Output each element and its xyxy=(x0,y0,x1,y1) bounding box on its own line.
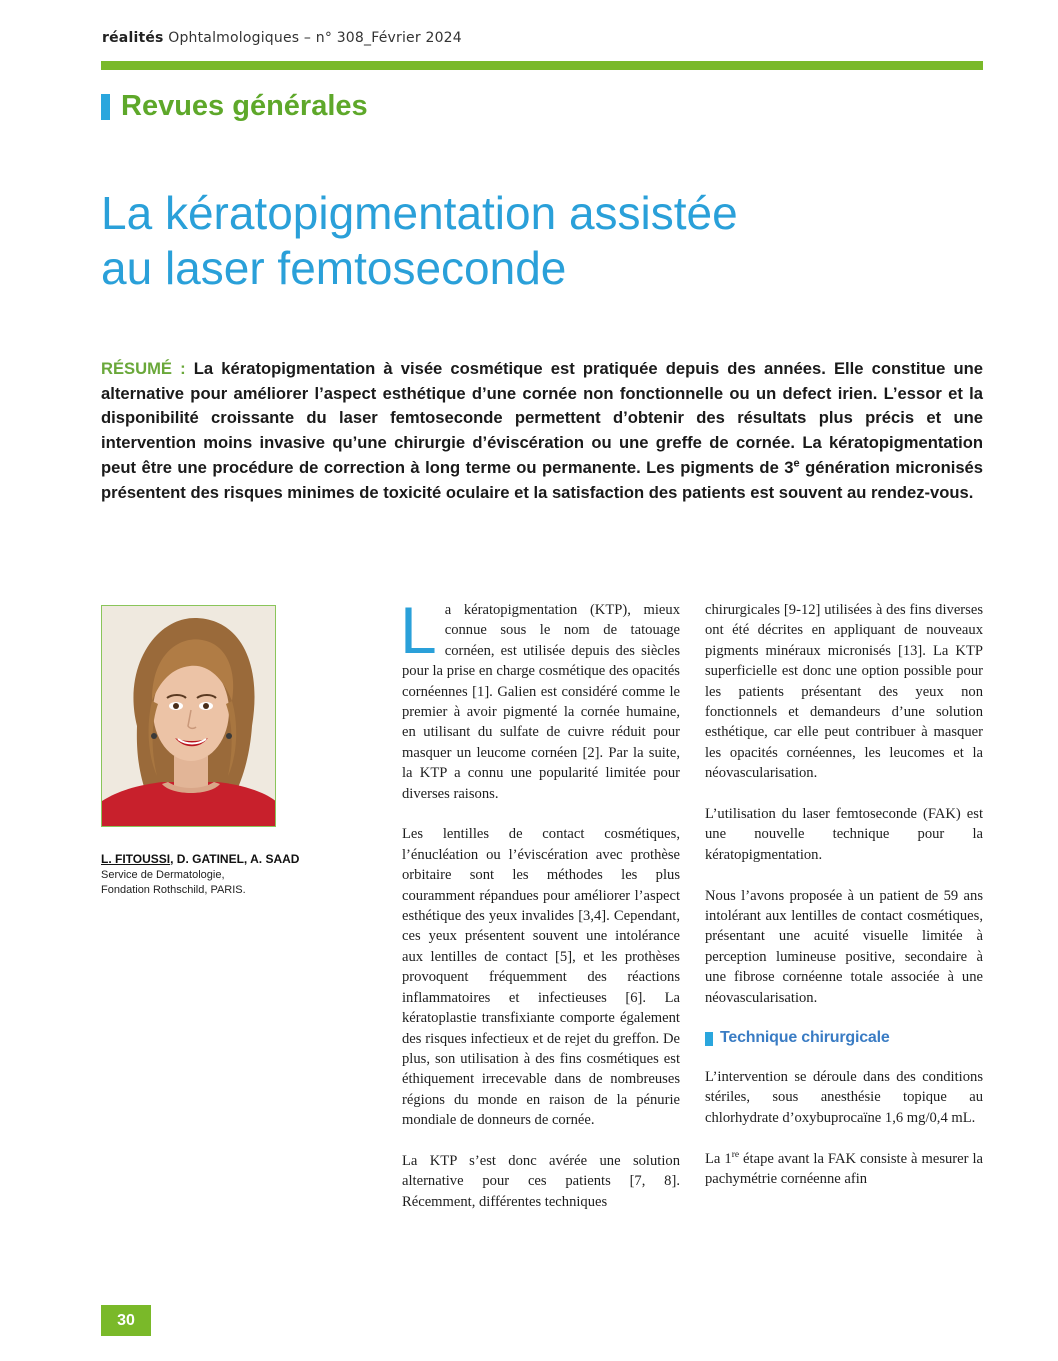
section-heading xyxy=(101,90,368,123)
paragraph-8-text-2: étape avant la FAK consiste à mesurer la pachymétrie cornéenne afin xyxy=(705,1150,984,1187)
paragraph-7: L’intervention se déroule dans des conditions stériles, sous anesthésie topique au chlorhydrate d’oxybuprocaïne 1,6 mg/0,4 mL. xyxy=(705,1068,983,1126)
subsection-label: Technique chirurgicale xyxy=(720,1029,890,1047)
article-title xyxy=(101,186,961,296)
paragraph-5: L’utilisation du laser femtoseconde (FAK) est une nouvelle technique pour la kératopigmentation. xyxy=(705,806,983,863)
author-names xyxy=(101,852,361,866)
section-label: Revues générales xyxy=(121,90,368,122)
paragraph-4: chirurgicales [9-12] utilisées à des fins diverses ont été décrites en appliquant de nouveaux pigments minéraux micronisés [13]. La KTP superficielle est donc une option possible pour les patients présentant des yeux non fonctionnels et demandeurs d’une solution esthétique, car elle peut contribuer à masquer les opacités cornéennes, les leucomes et la néovascularisation. xyxy=(705,602,983,782)
journal-issue: Ophtalmologiques – n° 308_Février 2024 xyxy=(163,30,462,46)
affiliation xyxy=(101,868,361,898)
first-author: L. FITOUSSI xyxy=(101,852,171,866)
paragraph-8-sup: re xyxy=(731,1149,740,1160)
body-column-2 xyxy=(705,600,983,1210)
paragraph-3: La KTP s’est donc avérée une solution alternative pour ces patients [7, 8]. Récemment, différentes techniques xyxy=(402,1152,680,1210)
subsection-heading xyxy=(705,1028,983,1048)
paragraph-1 xyxy=(400,593,680,804)
paragraph-2: Les lentilles de contact cosmétiques, l’énucléation ou l’éviscération avec prothèse orbitaire sont les méthodes les plus couramment répandues pour améliorer l’aspect esthétique des yeux invalides [3,4]. Cependant, ces yeux présentent souvent une intolérance aux lentilles de contact [5], et les prothèses provoquent fréquemment des réactions inflammatoires et infectieuses [6]. La kératoplastie transfixiante comporte également des risques infectieux et de rejet du greffon. De plus, son utilisation à des fins cosmétiques est éthiquement irrecevable dans de nombreuses régions du monde en raison de la pénurie mondiale de donneurs de cornée. xyxy=(402,826,680,1129)
abstract-text-2: génération micronisés présentent des risques minimes de toxicité oculaire et la satisfaction des patients est souvent au rendez-vous. xyxy=(101,457,984,502)
affiliation-line-1: Service de Dermatologie, xyxy=(101,869,225,881)
header-rule xyxy=(101,61,983,70)
paragraph-1-text: a kératopigmentation (KTP), mieux connue sous le nom de tatouage cornéen, est utilisée depuis des siècles pour la prise en charge cosmétique des opacités cornéennes [1]. Galien est considéré comme le premier à avoir pigmenté la cornée humaine, en utilisant du sulfate de cuivre réduit pour masquer un leucome cornéen [2]. Par la suite, la KTP a connu une popularité limitée pour diverses raisons. xyxy=(402,602,680,802)
abstract xyxy=(101,357,983,505)
journal-header xyxy=(102,30,462,46)
paragraph-6: Nous l’avons proposée à un patient de 59 ans intolérant aux lentilles de contact cosmétiques, présentant une acuité visuelle limitée à perception lumineuse positive, secondaire à une fibrose cornéenne totale associée à une néovascularisation. xyxy=(705,887,983,1006)
title-line-1: La kératopigmentation assistée xyxy=(101,187,738,239)
drop-cap: L xyxy=(400,593,437,667)
paragraph-8-text-1: La 1 xyxy=(705,1150,732,1167)
title-line-2: au laser femtoseconde xyxy=(101,242,567,294)
journal-name-bold: réalités xyxy=(102,30,164,46)
subsection-marker xyxy=(705,1032,713,1046)
page-number: 30 xyxy=(101,1305,151,1336)
authors-block xyxy=(101,852,361,898)
affiliation-line-2: Fondation Rothschild, PARIS. xyxy=(101,884,246,896)
abstract-sup: e xyxy=(793,457,800,470)
co-authors: , D. GATINEL, A. SAAD xyxy=(170,852,300,866)
author-photo xyxy=(101,605,276,827)
abstract-text-1: La kératopigmentation à visée cosmétique est pratiquée depuis des années. Elle constitue une alternative pour améliorer l’aspect esthétique d’une cornée non fonctionnelle ou un defect irien. L’essor et la disponibilité croissante du laser femtoseconde permettent d’obtenir des résultats plus précis et une intervention moins invasive qu’une chirurgie d’éviscération ou une greffe de cornée. La kératopigmentation peut être une procédure de correction à long terme ou permanente. Les pigments de 3 xyxy=(101,359,984,477)
section-marker xyxy=(101,94,110,120)
abstract-keyword: RÉSUMÉ : xyxy=(101,359,194,378)
paragraph-8 xyxy=(705,1149,983,1190)
body-column-1 xyxy=(400,593,680,1233)
